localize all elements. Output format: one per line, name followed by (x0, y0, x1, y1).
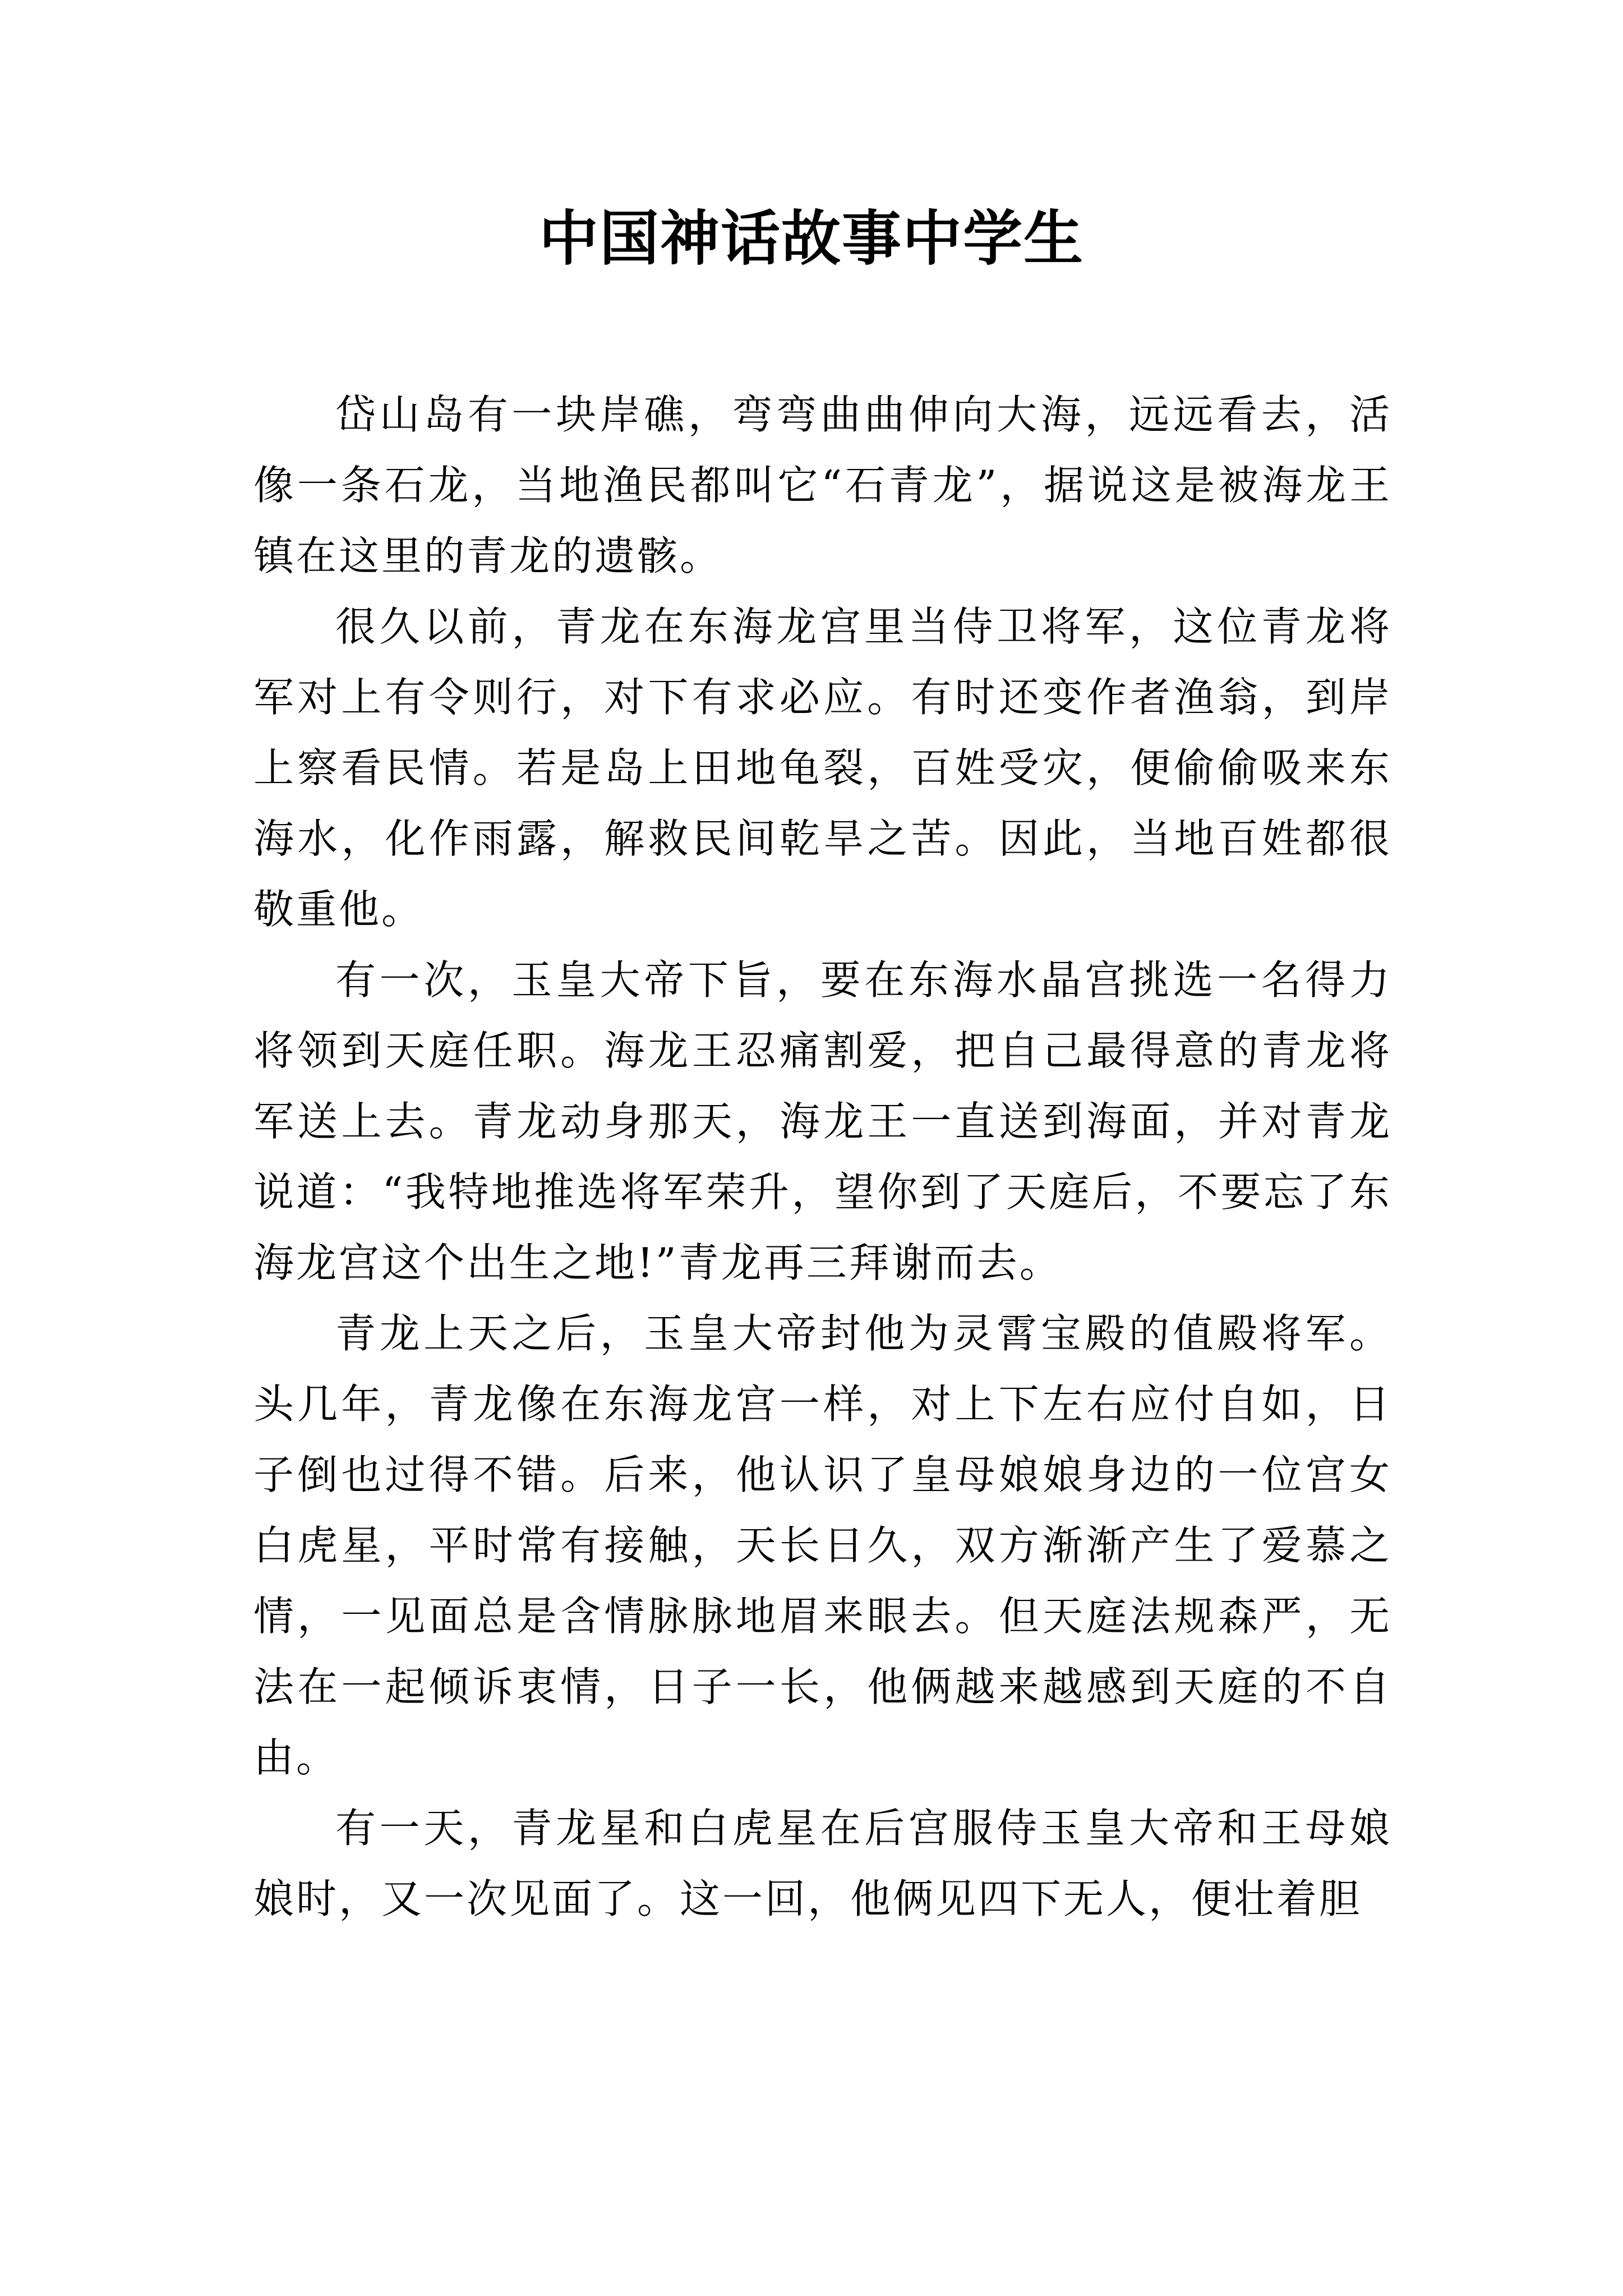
paragraph: 很久以前，青龙在东海龙宫里当侍卫将军，这位青龙将军对上有令则行，对下有求必应。有时还变作者渔翁，到岸上察看民情。若是岛上田地龟裂，百姓受灾，便偷偷吸来东海水，化作雨露，解救民间乾旱之苦。因此，当地百姓都很敬重他。 (253, 603, 1392, 933)
document-title: 中国神话故事中学生 (539, 203, 1084, 273)
paragraph: 有一天，青龙星和白虎星在后宫服侍玉皇大帝和王母娘娘时，又一次见面了。这一回，他俩见四下无人，便壮着胆 (253, 1805, 1392, 1922)
paragraph: 有一次，玉皇大帝下旨，要在东海水晶宫挑选一名得力将领到天庭任职。海龙王忍痛割爱，把自己最得意的青龙将军送上去。青龙动身那天，海龙王一直送到海面，并对青龙说道：“我特地推选将军荣升，望你到了天庭后，不要忘了东海龙宫这个出生之地!”青龙再三拜谢而去。 (253, 956, 1392, 1286)
document-body (253, 379, 1392, 1934)
paragraph: 青龙上天之后，玉皇大帝封他为灵霄宝殿的值殿将军。头几年，青龙像在东海龙宫一样，对上下左右应付自如，日子倒也过得不错。后来，他认识了皇母娘娘身边的一位宫女白虎星，平时常有接触，天长日久，双方渐渐产生了爱慕之情，一见面总是含情脉脉地眉来眼去。但天庭法规森严，无法在一起倾诉衷情，日子一长，他俩越来越感到天庭的不自由。 (253, 1310, 1392, 1781)
paragraph: 岱山岛有一块岸礁，弯弯曲曲伸向大海，远远看去，活像一条石龙，当地渔民都叫它“石青龙”，据说这是被海龙王镇在这里的青龙的遗骸。 (253, 391, 1392, 579)
